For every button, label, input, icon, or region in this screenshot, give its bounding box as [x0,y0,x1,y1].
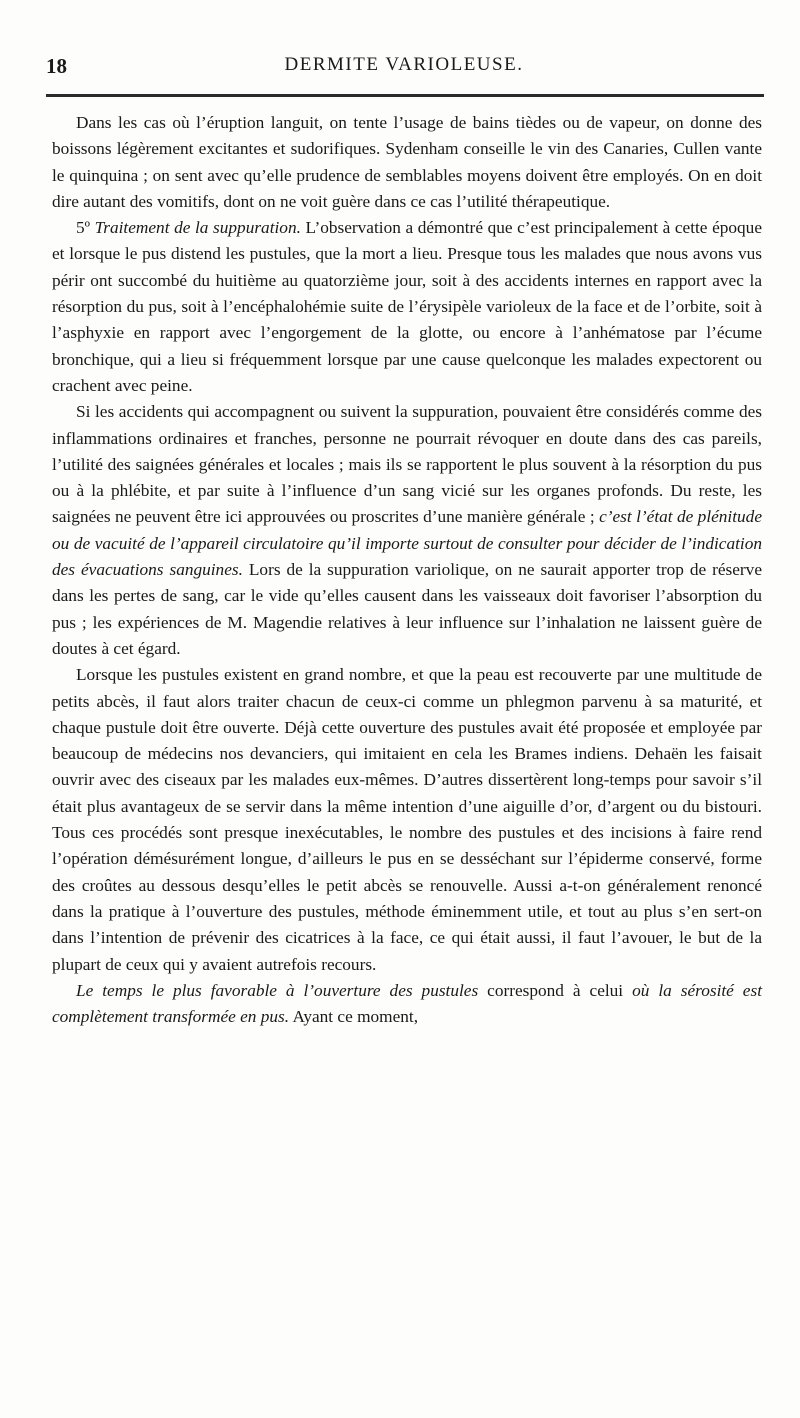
emphasized-text: Le temps le plus favorable à l’ouverture des pustules [76,980,479,1000]
running-head [46,54,762,86]
paragraph-text: L’observation a démontré que c’est principalement à cette époque et lorsque le pus distend les pustules, que la mort a lieu. Presque tous les malades que nous avons vus périr ont succombé du huitième au quatorzième jour, soit à des accidents internes en rapport avec la résorption du pus, soit à l’encéphalohémie suite de l’érysipèle varioleux de la face et de l’orbite, soit à l’asphyxie en rapport avec l’engorgement de la glotte, ou encore à l’anhématose par l’écume bronchique, qui a lieu si fréquemment lorsque par une cause quelconque les malades expectorent ou crachent avec peine. [52,218,762,395]
paragraph-text: Lorsque les pustules existent en grand nombre, et que la peau est recouverte par une multitude de petits abcès, il faut alors traiter chacun de ceux-ci comme un phlegmon parvenu à sa maturité, et chaque pustule doit être ouverte. Déjà cette ouverture des pustules avait été proposée et employée par beaucoup de médecins nos devanciers, qui imitaient en cela les Brames indiens. Dehaën les faisait ouvrir avec des ciseaux par les malades eux-mêmes. D’autres dissertèrent long-temps pour savoir s’il était plus avantageux de se servir dans la même intention d’une aiguille d’or, d’argent ou du bistouri. Tous ces procédés sont presque inexécutables, le nombre des pustules et des incisions à faire rend l’opération démésurément longue, d’ailleurs le pus en se desséchant sur l’épiderme conservé, forme des croûtes au dessous desqu’elles le petit abcès se renouvelle. Aussi a-t-on généralement renoncé dans la pratique à l’ouverture des pustules, méthode éminemment utile, et tout au plus s’en sert-on dans l’intention de prévenir des cicatrices à la face, ce qui était aussi, il faut l’avouer, le but de la plupart de ceux qui y avaient autrefois recours. [52,665,762,974]
page-number: 18 [46,54,67,78]
paragraph-favorable-time [52,978,762,1031]
section-heading: Traitement de la suppuration. [94,218,301,238]
paragraph-bloodletting [52,399,762,662]
paragraph-text: correspond à celui [478,980,633,1000]
section-number: 5º [76,218,95,238]
paragraph-text: Dans les cas où l’éruption languit, on tente l’usage de bains tièdes ou de vapeur, on donne des boissons légèrement excitantes et sudorifiques. Sydenham conseille le vin des Canaries, Cullen vante le quinquina ; on sent avec qu’elle prudence de semblables moyens doivent être employés. On en doit dire autant des vomitifs, dont on ne voit guère dans ce cas l’utilité thérapeutique. [52,113,762,211]
paragraph-text: Lors de la suppuration variolique, on ne saurait apporter trop de réserve dans les pertes de sang, car le vide qu’elles causent dans les vaisseaux doit favoriser l’absorption du pus ; les expériences de M. Magendie relatives à leur influence sur l’inhalation ne laissent guère de doutes à cet égard. [52,560,762,658]
header-rule [46,94,764,97]
paragraph-suppuration-treatment [52,215,762,399]
paragraph-text: Ayant ce moment, [289,1007,419,1027]
body-text [52,110,762,1030]
paragraph-eruption [52,110,762,215]
paragraph-text: Si les accidents qui accompagnent ou suivent la suppuration, pouvaient être considérés comme des inflammations ordinaires et franches, personne ne pourrait révoquer en doute dans des cas pareils, l’utilité des saignées générales et locales ; mais ils se rapportent le plus souvent à la résorption du pus ou à la phlébite, et par suite à l’influence d’un sang vicié sur les organes profonds. Du reste, les saignées ne peuvent être ici approuvées ou proscrites d’une manière générale ; [52,402,762,527]
emphasized-text: où la sérosité est complètement transformée en pus. [52,980,762,1027]
paragraph-pustule-opening [52,662,762,978]
running-title: DERMITE VARIOLEUSE. [284,54,524,75]
emphasized-text: c’est l’état de plénitude ou de vacuité de l’appareil circulatoire qu’il importe surtout de consulter pour décider de l’indication des évacuations sanguines. [52,507,762,580]
